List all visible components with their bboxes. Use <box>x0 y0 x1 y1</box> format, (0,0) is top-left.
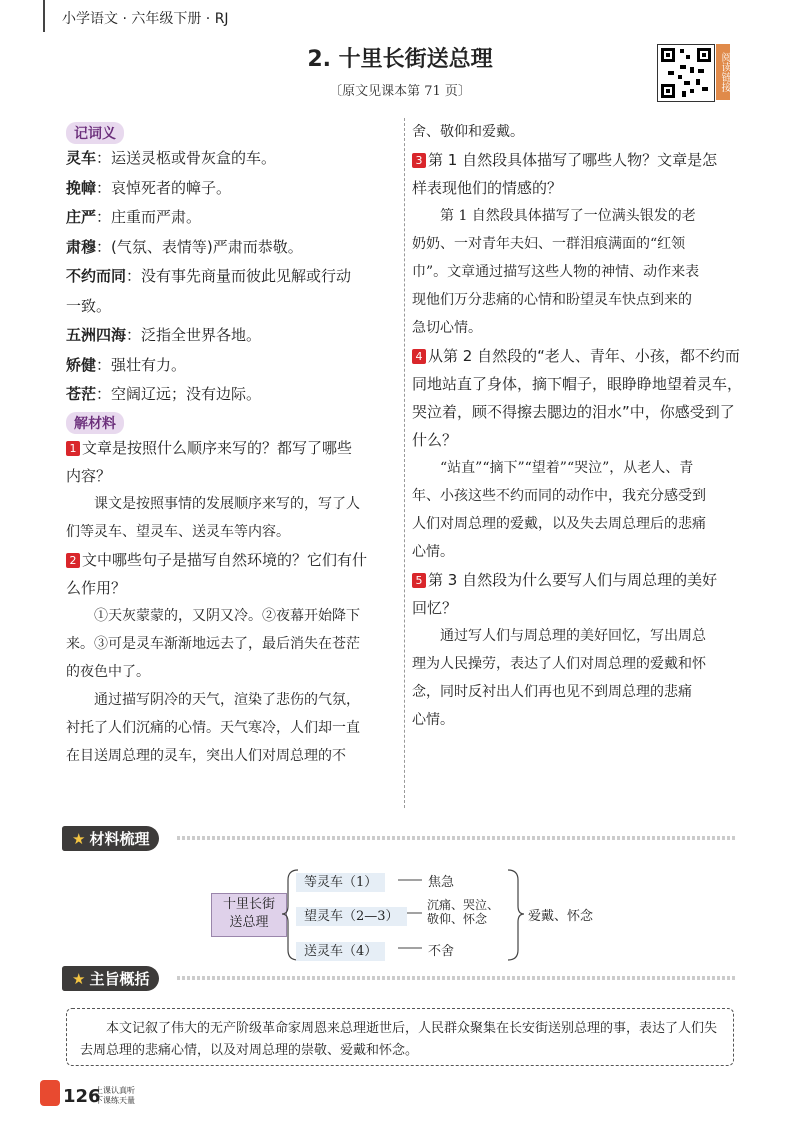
qr-read-link-tag[interactable]: 阅读链接 <box>716 44 730 100</box>
publisher-logo-icon <box>40 1080 60 1106</box>
page-number: 126 <box>63 1086 101 1107</box>
star-icon: ★ <box>72 830 86 848</box>
star-icon: ★ <box>72 970 86 988</box>
page-title: 2. 十里长街送总理 <box>307 47 493 72</box>
question-1: 1 文章是按照什么顺序来写的？都写了哪些 <box>66 434 396 462</box>
answer-1: 课文是按照事情的发展顺序来写的，写了人 <box>94 495 360 512</box>
vocab-item: 不约而同：没有事先商量而彼此见解或行动 <box>66 267 352 285</box>
vocab-item: 挽幛：哀悼死者的幛子。 <box>66 178 232 197</box>
mindmap-center-node: 十里长街 送总理 <box>211 893 287 937</box>
vocab-item: 灵车：运送灵柩或骨灰盒的车。 <box>66 149 277 167</box>
left-column <box>66 122 396 770</box>
mindmap-feeling-send: 不舍 <box>428 944 455 959</box>
mindmap-node-wait: 等灵车（1） <box>296 871 385 890</box>
answer-3: 第 1 自然段具体描写了一位满头银发的老 <box>440 208 696 224</box>
answer-2: ①天灰蒙蒙的，又阴又冷。②夜幕开始降下 <box>94 607 360 624</box>
mindmap-feeling-watch: 沉痛、哭泣、 敬仰、怀念 <box>427 898 500 926</box>
page-subtitle: 〔原文见课本第 71 页〕 <box>329 84 471 99</box>
question-5: 5 第 3 自然段为什么要写人们与周总理的美好 <box>412 566 748 594</box>
question-number-badge: 1 <box>66 441 80 456</box>
answer-4: “站直”“摘下”“望着”“哭泣”，从老人、青 <box>440 460 694 476</box>
vocab-item: 矫健：强壮有力。 <box>66 355 187 374</box>
question-3: 3 第 1 自然段具体描写了哪些人物？文章是怎 <box>412 146 748 174</box>
material-section-header: ★ 材料梳理 <box>62 826 742 848</box>
mindmap-node-send: 送灵车（4） <box>296 940 385 959</box>
header-divider <box>43 0 45 32</box>
book-header: 小学语文 · 六年级下册 · RJ <box>62 11 229 27</box>
vocab-item: 肃穆：(气氛、表情等)严肃而恭敬。 <box>66 237 303 256</box>
vocab-item-continued: 一致。 <box>66 296 112 315</box>
analysis-section: 解材料 1 文章是按照什么顺序来写的？都写了哪些 内容？ 课文是按照事情的发展顺序来写的，写了人 们等灵车、望灵车、送灵车等内容。 2 文中哪些句子是描写自然环境的？它们有什 么作用？ ①天灰蒙蒙的，又阴又冷。②夜幕开始降下 来。③可是灵车渐渐地远去了，最后消失在苍茫 的夜色中了。 通过描写阴冷的天气，渲染了悲伤的气氛， 衬托了人们沉痛的心情。天气寒冷，人们却一直 在目送周总理的灵车，突出人们对周总理的不 <box>66 412 396 770</box>
question-number-badge: 3 <box>412 153 426 168</box>
theme-section-header: ★ 主旨概括 <box>62 966 742 988</box>
vocab-section <box>66 122 396 410</box>
question-2: 2 文中哪些句子是描写自然环境的？它们有什 <box>66 546 396 574</box>
vocab-item: 庄严：庄重而严肃。 <box>66 208 202 226</box>
mindmap-result: 爱戴、怀念 <box>528 909 594 924</box>
header-rule <box>177 976 737 980</box>
answer-2-continued: 舍、敬仰和爱戴。 <box>412 124 524 140</box>
question-4: 4 从第 2 自然段的“老人、青年、小孩，都不约而 <box>412 342 748 370</box>
footer-slogan: 上课认真听 下课练天量 <box>95 1086 135 1105</box>
header-rule <box>177 836 737 840</box>
mindmap-node-watch: 望灵车（2—3） <box>296 905 407 924</box>
vocab-item: 五洲四海：泛指全世界各地。 <box>66 326 262 344</box>
right-column: 舍、敬仰和爱戴。 3 第 1 自然段具体描写了哪些人物？文章是怎 样表现他们的情感的？ 第 1 自然段具体描写了一位满头银发的老 奶奶、一对青年夫妇、一群泪痕满面的“红领 巾”。文章通过描写这些人物的神情、动作来表 现他们万分悲痛的心情和盼望灵车快点到来的 急切心情。 4 从第 2 自然段的“老人、青年、小孩，都不约而 同地站直了身体，摘下帽子，眼睁睁地望着灵车， 哭泣着，顾不得擦去腮边的泪水”中，你感受到了 什么？ “站直”“摘下”“望着”“哭泣”，从老人、青 年、小孩这些不约而同的动作中，我充分感受到 人们对周总理的爱戴，以及失去周总理后的悲痛 心情。 5 第 3 自然段为什么要写人们与周总理的美好 回忆？ 通过写人们与周总理的美好回忆，写出周总 理为人民操劳，表达了人们对周总理的爱戴和怀 念，同时反衬出人们再也见不到周总理的悲痛 心情。 <box>412 118 748 734</box>
question-number-badge: 4 <box>412 349 426 364</box>
question-number-badge: 5 <box>412 573 426 588</box>
qr-code-icon[interactable] <box>657 44 715 102</box>
answer-5: 通过写人们与周总理的美好回忆，写出周总 <box>440 628 706 644</box>
question-number-badge: 2 <box>66 553 80 568</box>
theme-summary-text: 本文记叙了伟大的无产阶级革命家周恩来总理逝世后，人民群众聚集在长安街送别总理的事，表达了人们失 去周总理的悲痛心情，以及对周总理的崇敬、爱戴和怀念。 <box>80 1021 718 1058</box>
analysis-tag: 解材料 <box>66 412 124 434</box>
vocab-tag: 记词义 <box>66 122 124 144</box>
vocab-item: 苍茫：空阔辽远；没有边际。 <box>66 385 262 403</box>
mindmap-feeling-wait: 焦急 <box>428 875 455 890</box>
column-divider <box>404 118 405 808</box>
